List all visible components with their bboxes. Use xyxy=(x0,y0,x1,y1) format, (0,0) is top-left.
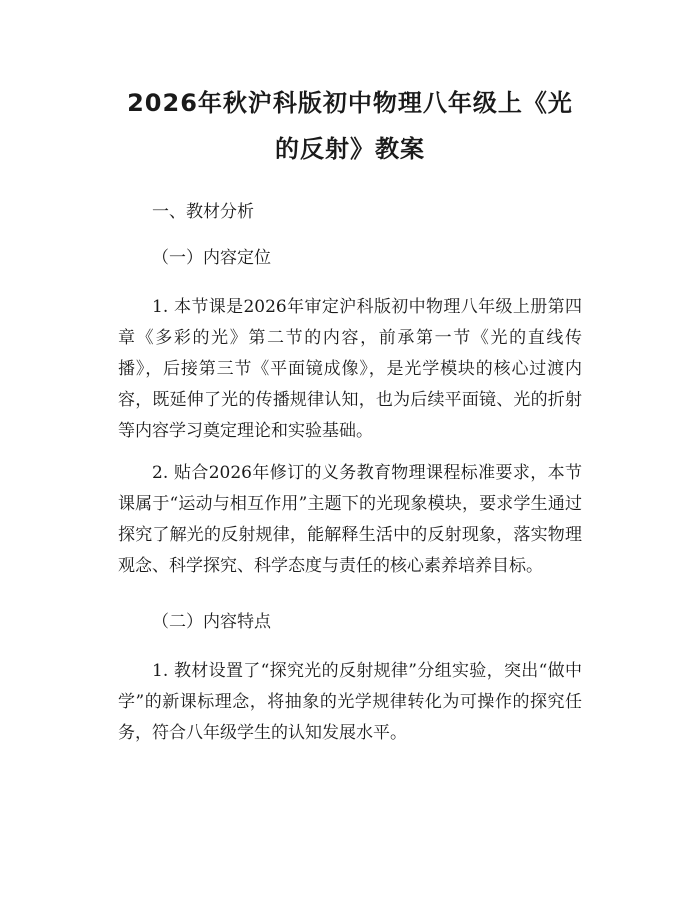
document-title: 2026年秋沪科版初中物理八年级上《光的反射》教案 xyxy=(127,89,573,163)
paragraph-positioning-1: 1. 本节课是2026年审定沪科版初中物理八年级上册第四章《多彩的光》第二节的内容，前承第一节《光的直线传播》，后接第三节《平面镜成像》，是光学模块的核心过渡内容，既延伸了光的传播规律认知，也为后续平面镜、光的折射等内容学习奠定理论和实验基础。 xyxy=(118,297,582,441)
paragraph-features-1: 1. 教材设置了“探究光的反射规律”分组实验，突出“做中学”的新课标理念，将抽象的光学规律转化为可操作的探究任务，符合八年级学生的认知发展水平。 xyxy=(118,661,582,743)
paragraph-positioning-2: 2. 贴合2026年修订的义务教育物理课程标准要求，本节课属于“运动与相互作用”主题下的光现象模块，要求学生通过探究了解光的反射规律，能解释生活中的反射现象，落实物理观念、科学探究、科学态度与责任的核心素养培养目标。 xyxy=(118,463,582,576)
section-heading-textbook-analysis: 一、教材分析 xyxy=(152,202,254,222)
subsection-heading-content-positioning: （一）内容定位 xyxy=(152,248,271,268)
subsection-heading-content-features: （二）内容特点 xyxy=(152,612,271,632)
